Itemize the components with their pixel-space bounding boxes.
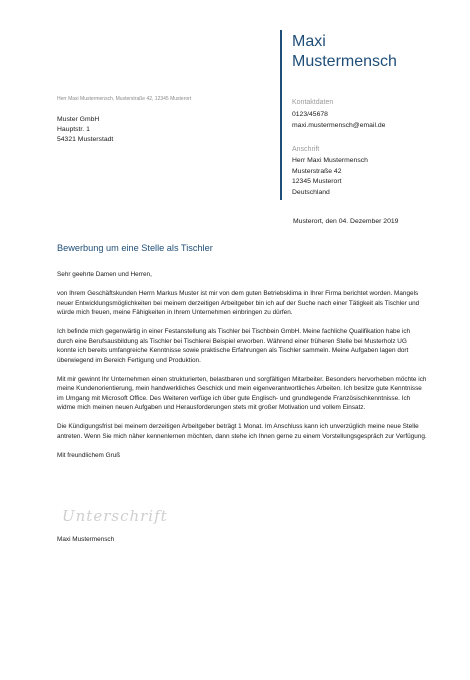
closing: Mit freundlichem Gruß [57,451,121,459]
recipient-company: Muster GmbH [57,116,100,123]
sender-first-name: Maxi [292,33,326,50]
contact-email: maxi.mustermensch@email.de [292,121,386,129]
recipient-block [57,115,113,145]
address-city: 12345 Musterort [292,178,342,185]
contact-block [292,110,385,131]
paragraph-1: von Ihrem Geschäftskunden Herrn Markus Muster ist mir von dem guten Betriebsklima in Ihrer Firma berichtet worden. Mangels neuer Entwicklungsmöglichkeiten bei meinem derzeitigen Arbeitgeber bin ich auf der Suche nach einer Tätigkeit als Tischler und würde mich freuen, meine Fähigkeiten in Ihrem Unternehmen einbringen zu dürfen. [57,290,420,316]
paragraph-3: Mit mir gewinnt Ihr Unternehmen einen strukturierten, belastbaren und sorgfältigen Mitarbeiter. Besonders hervorheben möchte ich meine Kundenorientierung, mein handwerkliches Geschick und mein eigenverantwortliches Arbeiten. Ich besitze gute Kenntnisse im Umgang mit Microsoft Office. Des Weiteren verfüge ich über gute Englisch- und grundlegende Französischkenntnisse. Ich widme mich meinen neuen Aufgaben und Herausforderungen stets mit großer Motivation und vollem Einsatz. [57,375,427,411]
salutation: Sehr geehrte Damen und Herren, [57,271,152,278]
address-name: Herr Maxi Mustermensch [292,157,368,164]
contact-title: Kontaktdaten [292,99,334,106]
accent-bar [280,30,282,200]
signature-placeholder: Unterschrift [62,507,168,525]
date-line: Musterort, den 04. Dezember 2019 [293,218,399,225]
address-country: Deutschland [292,188,330,196]
sender-last-name: Mustermensch [292,53,397,70]
signer-name: Maxi Mustermensch [57,536,115,543]
subject-line: Bewerbung um eine Stelle als Tischler [57,243,213,253]
address-title: Anschrift [292,146,320,153]
address-block [292,156,368,198]
recipient-city: 54321 Musterstadt [57,136,114,143]
recipient-street: Hauptstr. 1 [57,126,90,133]
paragraph-4: Die Kündigungsfrist bei meinem derzeitigen Arbeitgeber beträgt 1 Monat. Im Anschluss kann ich unverzüglich meine neue Stelle antreten. Wenn Sie mich näher kennenlernen möchten, dann stehe ich Ihnen gerne zu einem Vorstellungsgespräch zur Verfügung. [57,423,427,440]
contact-phone: 0123/45678 [292,111,328,118]
letter-body [57,270,427,470]
paragraph-2: Ich befinde mich gegenwärtig in einer Festanstellung als Tischler bei Tischbein GmbH. Meine fachliche Qualifikation habe ich durch eine Berufsausbildung als Tischler bei Tischlerei Beispiel erworben. Während einer früheren Stelle bei Musterholz UG konnte ich bereits umfangreiche Kenntnisse sowie praktische Erfahrungen als Tischler sammeln. Meine Aufgaben lagen dort überwiegend im Bereich Fertigung und Produktion. [57,328,411,364]
sender-name [292,32,397,72]
address-street: Musterstraße 42 [292,167,342,175]
return-address-line: Herr Maxi Mustermensch, Musterstraße 42, 12345 Musterort [57,96,192,102]
